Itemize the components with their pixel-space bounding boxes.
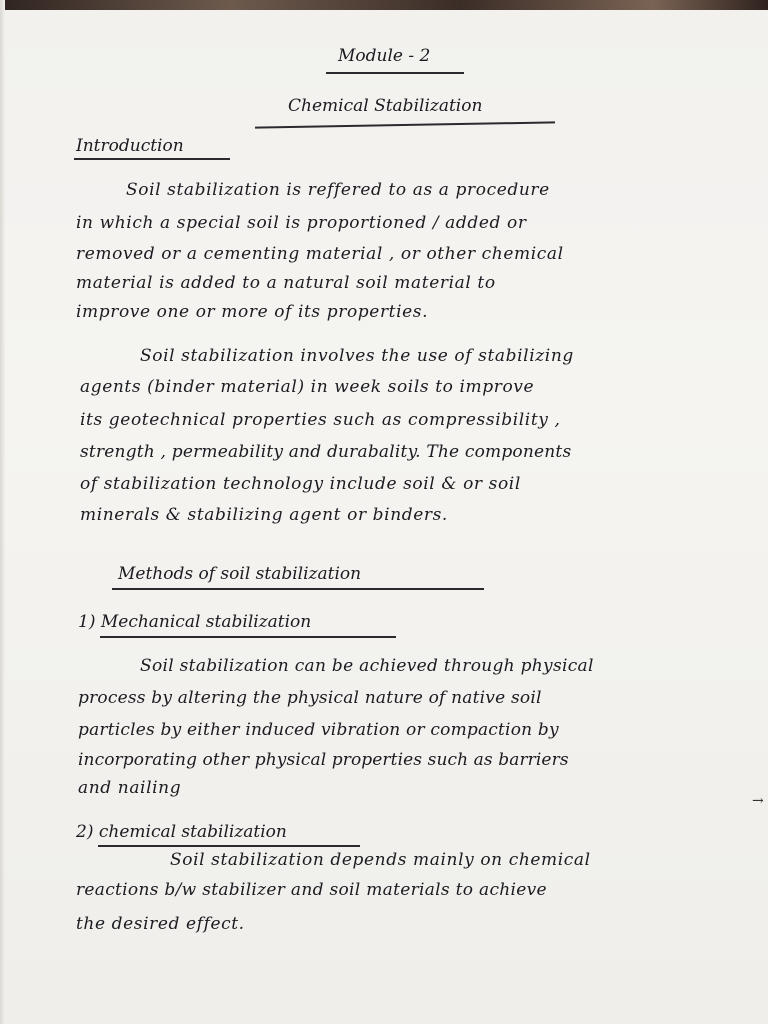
- text-line: strength , permeability and durabality. The components: [80, 442, 572, 462]
- module-title-underline: [326, 72, 464, 74]
- text-line: the desired effect.: [76, 914, 245, 934]
- mechanical-heading: 1) Mechanical stabilization: [78, 612, 312, 632]
- chemical-heading: 2) chemical stabilization: [76, 822, 287, 842]
- main-title-underline: [255, 121, 555, 128]
- text-line: incorporating other physical properties such as barriers: [78, 750, 569, 770]
- text-line: its geotechnical properties such as compressibility ,: [80, 410, 561, 430]
- text-line: improve one or more of its properties.: [76, 302, 429, 322]
- margin-arrow-icon: →: [752, 793, 764, 809]
- text-line: process by altering the physical nature of native soil: [78, 688, 542, 708]
- background-strip: [0, 0, 768, 10]
- text-line: Soil stabilization can be achieved through physical: [140, 656, 594, 676]
- text-line: particles by either induced vibration or compaction by: [78, 720, 559, 740]
- methods-heading: Methods of soil stabilization: [118, 564, 362, 584]
- text-line: reactions b/w stabilizer and soil materials to achieve: [76, 880, 547, 900]
- module-title: Module - 2: [338, 46, 431, 66]
- page-edge: [0, 0, 5, 1024]
- mechanical-heading-underline: [100, 636, 396, 638]
- text-line: minerals & stabilizing agent or binders.: [80, 505, 448, 525]
- chemical-heading-underline: [98, 845, 360, 847]
- methods-heading-underline: [112, 588, 484, 590]
- intro-heading-underline: [74, 158, 230, 160]
- text-line: material is added to a natural soil material to: [76, 273, 496, 293]
- text-line: in which a special soil is proportioned / added or: [76, 213, 527, 233]
- text-line: agents (binder material) in week soils to improve: [80, 377, 535, 397]
- text-line: Soil stabilization involves the use of stabilizing: [140, 346, 574, 366]
- intro-heading: Introduction: [76, 136, 184, 156]
- text-line: Soil stabilization depends mainly on chemical: [170, 850, 591, 870]
- text-line: removed or a cementing material , or other chemical: [76, 244, 564, 264]
- text-line: and nailing: [78, 778, 182, 798]
- main-title: Chemical Stabilization: [288, 96, 483, 116]
- text-line: Soil stabilization is reffered to as a procedure: [126, 180, 550, 200]
- text-line: of stabilization technology include soil & or soil: [80, 474, 521, 494]
